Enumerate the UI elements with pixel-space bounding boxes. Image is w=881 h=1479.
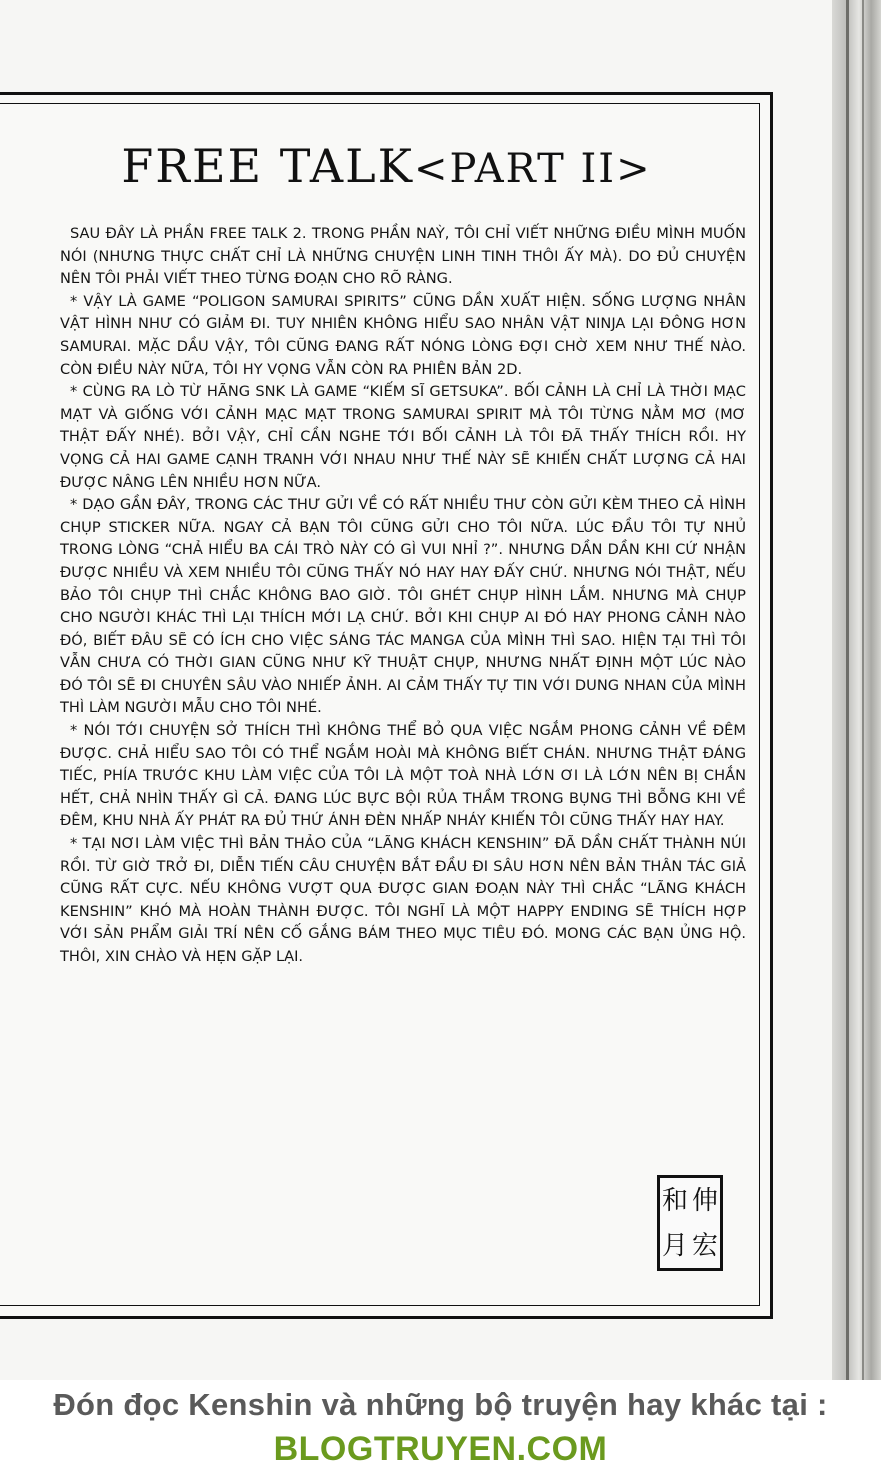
paragraph: * VẬY LÀ GAME “POLIGON SAMURAI SPIRITS” CŨNG DẦN XUẤT HIỆN. SỐNG LƯỢNG NHÂN VẬT HÌNH NHƯ CÓ GIẢM ĐI. TUY NHIÊN KHÔNG HIỂU SAO NHÂN VẬT NINJA LẠI ĐÔNG HƠN SAMURAI. MẶC DẦU VẬY, TÔI CŨNG ĐANG RẤT NÓNG LÒNG ĐỢI CHỜ XEM NHƯ THẾ NÀO. CÒN ĐIỀU NÀY NỮA, TÔI HY VỌNG VẪN CÒN RA PHIÊN BẢN 2D. xyxy=(60,292,746,378)
paragraph: * TẠI NƠI LÀM VIỆC THÌ BẢN THẢO CỦA “LÃNG KHÁCH KENSHIN” ĐÃ DẦN CHẤT THÀNH NÚI RỒI. TỪ GIỜ TRỞ ĐI, DIỄN TIẾN CÂU CHUYỆN BẮT ĐẦU ĐI SÂU HƠN NÊN BẢN THÂN TÁC GIẢ CŨNG RẤT CỰC. NẾU KHÔNG VƯỢT QUA ĐƯỢC GIAN ĐOẠN NÀY THÌ CHẮC “LÃNG KHÁCH KENSHIN” KHÓ MÀ HOÀN THÀNH ĐƯỢC. TÔI NGHĨ LÀ MỘT HAPPY ENDING SẼ THÍCH HỢP VỚI SẢN PHẨM GIẢI TRÍ NÊN CỐ GẮNG BÁM THEO MỤC TIÊU ĐÓ. MONG CÁC BẠN ỦNG HỘ. THÔI, XIN CHÀO VÀ HẸN GẶP LẠI. xyxy=(60,835,746,965)
page-edge-stripe xyxy=(846,0,849,1380)
paragraph: * NÓI TỚI CHUYỆN SỞ THÍCH THÌ KHÔNG THỂ BỎ QUA VIỆC NGẮM PHONG CẢNH VỀ ĐÊM ĐƯỢC. CHẢ HIỂU SAO TÔI CÓ THỂ NGẮM HOÀI MÀ KHÔNG BIẾT CHÁN. NHƯNG THẬT ĐÁNG TIẾC, PHÍA TRƯỚC KHU LÀM VIỆC CỦA TÔI LÀ MỘT TOÀ NHÀ LỚN ƠI LÀ LỚN NÊN BỊ CHẮN HẾT, CHẢ NHÌN THẤY GÌ CẢ. ĐANG LÚC BỰC BỘI RỦA THẦM TRONG BỤNG THÌ BỖNG KHI VỀ ĐÊM, KHU NHÀ ẤY PHÁT RA ĐỦ THỨ ÁNH ĐÈN NHẤP NHÁY KHIẾN TÔI CŨNG THẤY HAY HAY. xyxy=(60,722,746,830)
footer-promo-text: Đón đọc Kenshin và những bộ truyện hay khác tại : xyxy=(53,1387,828,1422)
paragraph: * DẠO GẦN ĐÂY, TRONG CÁC THƯ GỬI VỀ CÓ RẤT NHIỀU THƯ CÒN GỬI KÈM THEO CẢ HÌNH CHỤP STICKER NỮA. NGAY CẢ BẠN TÔI CŨNG GỬI CHO TÔI NỮA. LÚC ĐẦU TÔI TỰ NHỦ TRONG LÒNG “CHẢ HIỂU BA CÁI TRÒ NÀY CÓ GÌ VUI NHỈ ?”. NHƯNG DẦN DẦN KHI CỨ NHẬN ĐƯỢC NHIỀU VÀ XEM NHIỀU TÔI CŨNG THẤY NÓ HAY HAY ĐẤY CHỨ. NHƯNG NÓI THẬT, NẾU BẢO TÔI CHỤP THÌ CHẮC KHÔNG BAO GIỜ. TÔI GHÉT CHỤP HÌNH LẮM. NHƯNG MÀ CHỤP CHO NGƯỜI KHÁC THÌ LẠI THÍCH MỚI LẠ CHỨ. BỞI KHI CHỤP AI ĐÓ HAY PHONG CẢNH NÀO ĐÓ, BIẾT ĐÂU SẼ CÓ ÍCH CHO VIỆC SÁNG TÁC MANGA CỦA MÌNH THÌ SAO. HIỆN TẠI THÌ TÔI VẪN CHƯA CÓ THỜI GIAN CŨNG NHƯ KỸ THUẬT CHỤP, NHƯNG NHẤT ĐỊNH MỘT LÚC NÀO ĐÓ TÔI SẼ ĐI CHUYÊN SÂU VÀO NHIẾP ẢNH. AI CẢM THẤY TỰ TIN VỚI DUNG NHAN CỦA MÌNH THÌ LÀM NGƯỜI MẪU CHO TÔI NHÉ. xyxy=(60,496,746,717)
title-part: <PART II> xyxy=(414,146,652,192)
page-title xyxy=(0,139,773,193)
author-seal xyxy=(657,1175,723,1271)
adjacent-page-edge xyxy=(832,0,881,1380)
footer-site-link[interactable]: BLOGTRUYEN.COM xyxy=(273,1430,608,1468)
seal-char: 宏 xyxy=(691,1230,718,1261)
seal-char: 月 xyxy=(661,1230,688,1261)
text-frame xyxy=(0,92,773,1319)
title-main: FREE TALK xyxy=(121,139,415,193)
page-edge-stripe xyxy=(862,0,864,1380)
seal-char: 和 xyxy=(661,1185,688,1216)
free-talk-body xyxy=(60,223,746,969)
paragraph: * CÙNG RA LÒ TỪ HÃNG SNK LÀ GAME “KIẾM SĨ GETSUKA”. BỐI CẢNH LÀ CHỈ LÀ THỜI MẠC MẠT VÀ GIỐNG VỚI CẢNH MẠC MẠT TRONG SAMURAI SPIRIT MÀ TÔI TỪNG NẰM MƠ (MƠ THẬT ĐẤY NHÉ). BỞI VẬY, CHỈ CẦN NGHE TỚI BỐI CẢNH LÀ TÔI ĐÃ THẤY THÍCH RỒI. HY VỌNG CẢ HAI GAME CẠNH TRANH VỚI NHAU NHƯ THẾ NÀY SẼ KHIẾN CHẤT LƯỢNG CẢ HAI ĐƯỢC NÂNG LÊN NHIỀU HƠN NỮA. xyxy=(60,383,746,491)
seal-char: 伸 xyxy=(691,1185,718,1216)
paragraph: SAU ĐÂY LÀ PHẦN FREE TALK 2. TRONG PHẦN NAỲ, TÔI CHỈ VIẾT NHỮNG ĐIỀU MÌNH MUỐN NÓI (NHƯNG THỰC CHẤT CHỈ LÀ NHỮNG CHUYỆN LINH TINH THÔI ẤY MÀ). DO ĐỦ CHUYỆN NÊN TÔI PHẢI VIẾT THEO TỪNG ĐOẠN CHO RÕ RÀNG. xyxy=(60,225,746,288)
